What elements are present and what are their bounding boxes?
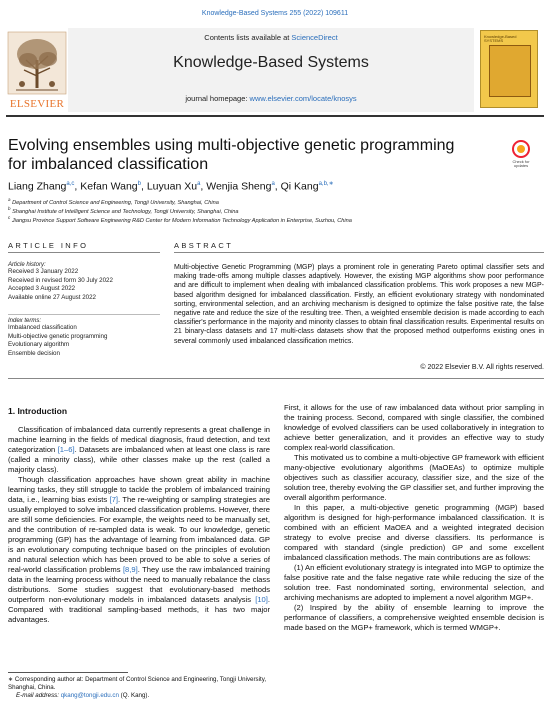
author-name[interactable]: Liang Zhang xyxy=(8,180,67,193)
email-label: E-mail address: xyxy=(16,692,59,699)
intro-paragraph xyxy=(284,453,544,503)
paragraph-text: . The re-weighting or sampling strategies are usually employed to solve imbalanced classification problems. However, there are still some deficiencies. For example, the weights need to be manually set, and the contribution of re-sampled data is weak. To our knowledge, genetic programming (GP) has the advantage of learning from imbalanced data. GP is an evolutionary computing technique based on the principles of evolution and natural selection which has been proved to be able to solve a series of real-world classification problems xyxy=(8,495,270,574)
keywords-label: Index terms: xyxy=(8,318,42,324)
paragraph-text: . Datasets are imbalanced when at least one class is rare (called a minority class), while other classes make up the rest (called a majority class). xyxy=(8,445,270,474)
abstract-end-rule xyxy=(8,378,544,379)
history-item: Received 3 January 2022 xyxy=(8,268,79,275)
homepage-prefix: journal homepage: xyxy=(185,94,250,103)
keyword: Ensemble decision xyxy=(8,349,60,357)
intro-paragraph xyxy=(284,603,544,633)
citation-ref-link[interactable]: [7] xyxy=(109,495,119,504)
paragraph-text: . They use the raw imbalanced training data in the learning process without the need to manually rebalance the class distributions. Some studies suggest that evolutionary-based methods outperform non-evolutionary models in imbalanced datasets analysis xyxy=(8,565,270,604)
author-affil-sup[interactable]: a,b,∗ xyxy=(318,181,334,187)
paragraph-text: (2) Inspired by the ability of ensemble learning to improve the performance of classifiers, a comprehensive weighted ensemble decision is made based on the MGP+ framework, which is termed WMGP+. xyxy=(284,603,544,632)
journal-homepage-line xyxy=(68,94,474,103)
check-updates-label: Check for updates xyxy=(512,159,530,168)
affiliation-text: Shanghai Institute of Intelligent Science and Technology, Tongji University, Shanghai, China xyxy=(12,208,239,215)
article-history xyxy=(8,262,168,302)
article-info-rule xyxy=(8,252,160,253)
footnote-rule xyxy=(8,672,128,673)
keyword: Imbalanced classification xyxy=(8,324,77,331)
affiliation-marker: b xyxy=(8,206,11,211)
affiliation-marker: a xyxy=(8,197,11,202)
author-name[interactable]: Luyuan Xu xyxy=(146,180,198,193)
author-affil-sup[interactable]: a,c xyxy=(66,181,75,187)
intro-paragraph xyxy=(8,425,270,475)
paragraph-text: (1) An efficient evolutionary strategy is integrated into MGP to optimize the false positive rate and the false negative rate while reducing the size of the solution tree. Fast nondominated sorting, environmental selection, and archiving mechanisms are adopted to implement a novel algorithm MGP+. xyxy=(284,563,544,602)
email-link[interactable]: qkang@tongji.edu.cn xyxy=(60,692,119,699)
intro-paragraph xyxy=(284,563,544,603)
keyword: Evolutionary algorithm xyxy=(8,341,70,348)
paragraph-text: Though classification approaches have shown great ability in machine learning tasks, they still struggle to tackle the problem of imbalanced training data, i.e., learning bias exists xyxy=(8,475,270,504)
contents-available-line xyxy=(68,33,474,42)
check-for-updates-badge[interactable] xyxy=(508,140,534,170)
info-divider xyxy=(8,314,160,315)
affiliation-text: Department of Control Science and Engineering, Tongji University, Shanghai, China xyxy=(12,199,219,206)
sciencedirect-link[interactable]: ScienceDirect xyxy=(291,33,338,42)
paragraph-text: . Compared with traditional sampling-based methods, it has two major advantages. xyxy=(8,595,270,624)
article-title: Evolving ensembles using multi-objective genetic programming for imbalanced classification xyxy=(8,137,455,173)
paragraph-text: Classification of imbalanced data currently represents a great challenge in machine learning in the fields of medical diagnosis, fraud detection, and text categorization xyxy=(8,425,270,454)
journal-homepage-link[interactable]: www.elsevier.com/locate/knosys xyxy=(249,94,357,103)
intro-paragraph xyxy=(284,503,544,563)
journal-cover-image[interactable] xyxy=(480,30,538,108)
abstract-text: Multi-objective Genetic Programming (MGP) plays a prominent role in generating Pareto optimal classifier sets and making trade-offs among multiple classes adaptively. However, the existing MGP algorithms show poor performance and are difficult to implement when dealing with imbalanced classification problems. This work proposes a new MGP-based algorithm designed for imbalanced classification. Firstly, an efficient evolutionary strategy with nondominated sorting, environmental selection, and an archiving mechanism is designed to optimize the false positive rate, the false negative rate and reduce the size of the resulting tree. Then, a weighted ensemble decision is made according to each classifier's performance in the majority and minority classes to obtain final classification results. Experimental results on 21 binary-class datasets and 17 multi-class datasets show that the proposed method outperforms existing ones in several commonly used imbalanced classification metrics. xyxy=(174,264,544,345)
affiliation xyxy=(8,215,538,224)
cover-artwork xyxy=(489,45,531,97)
keyword: Multi-objective genetic programming xyxy=(8,332,108,340)
journal-citation[interactable]: Knowledge-Based Systems 255 (2022) 109611 xyxy=(201,10,349,17)
affiliation xyxy=(8,197,538,206)
header-rule xyxy=(6,115,544,117)
publisher-name: ELSEVIER xyxy=(9,98,65,110)
citation-ref-link[interactable]: [1–6] xyxy=(57,445,75,454)
article-info-heading: ARTICLE INFO xyxy=(8,241,89,250)
check-updates-icon xyxy=(512,140,530,158)
section-heading-introduction: 1. Introduction xyxy=(8,406,68,416)
citation-ref-link[interactable]: [10] xyxy=(255,595,268,604)
history-item: Accepted 3 August 2022 xyxy=(8,285,76,292)
intro-paragraph xyxy=(284,403,544,453)
author-affil-sup[interactable]: b xyxy=(137,181,141,187)
paragraph-text: In this paper, a multi-objective genetic programming (MGP) based algorithm is designed for high-performance imbalanced classification. It is combined with an efficient MaOEA and a weighted integrated decision strategy to evolve precise and diverse classifiers. Its performance is compared with standard (single prediction) GP and some excellent imbalanced classification methods. The main contributions are as follows: xyxy=(284,503,544,562)
intro-paragraph xyxy=(8,475,270,625)
contents-prefix: Contents lists available at xyxy=(204,33,292,42)
elsevier-tree-logo xyxy=(6,30,68,108)
author-affil-sup[interactable]: a xyxy=(271,181,275,187)
intro-right-column xyxy=(284,403,544,633)
history-label: Article history: xyxy=(8,262,46,268)
cover-title: Knowledge-Based SYSTEMS xyxy=(484,34,517,44)
author-name[interactable]: Wenjia Sheng xyxy=(206,180,272,193)
paragraph-text: This motivated us to combine a multi-objective GP framework with efficient many-objective evolutionary algorithms (MaOEAs) to optimize multiple objectives such as classifier accuracy, classifier size, and the size of the solution tree, thereby evolving the GP classifier set, and further improving the overall algorithm performance. xyxy=(284,453,544,502)
copyright-notice: © 2022 Elsevier B.V. All rights reserved. xyxy=(420,364,544,371)
corresponding-author-note: ∗ Corresponding author at: Department of Control Science and Engineering, Tongji University, Shanghai, China. xyxy=(8,676,267,691)
paragraph-text: First, it allows for the use of raw imbalanced data without prior sampling in the training process. Second, compared with single classifier, the combined knowledge of evolved classifiers can be used collaboratively in integration to achieve better generalization, and it provides an effective way to study complex real-world classification. xyxy=(284,403,544,452)
abstract-rule xyxy=(174,252,544,253)
corresponding-author-footnote xyxy=(8,676,270,700)
affiliation xyxy=(8,206,538,215)
email-suffix: (Q. Kang). xyxy=(118,692,150,699)
affiliation-text: Jiangsu Province Support Software Engineering R&D Center for Modern Information Technology Application in Enterprise, Suzhou, China xyxy=(11,217,352,224)
journal-name: Knowledge-Based Systems xyxy=(173,54,369,71)
author-affil-sup[interactable]: a xyxy=(197,181,201,187)
author-name[interactable]: Kefan Wang xyxy=(80,180,138,193)
intro-left-column xyxy=(8,425,270,625)
abstract-heading: ABSTRACT xyxy=(174,241,234,250)
affiliation-marker: c xyxy=(8,215,11,220)
keywords-block xyxy=(8,318,168,358)
email-line xyxy=(8,692,270,700)
history-item: Received in revised form 30 July 2022 xyxy=(8,276,113,284)
citation-ref-link[interactable]: [8,9] xyxy=(122,565,138,574)
author-list: Liang Zhang$^{a,c}$, Kefan Wang$^b$, Luyuan Xu$^a$, Wenjia Sheng$^a$, Qi Kang$^{a,b,∗}$ xyxy=(8,180,334,193)
author-name[interactable]: Qi Kang xyxy=(280,180,319,193)
history-item: Available online 27 August 2022 xyxy=(8,293,96,301)
